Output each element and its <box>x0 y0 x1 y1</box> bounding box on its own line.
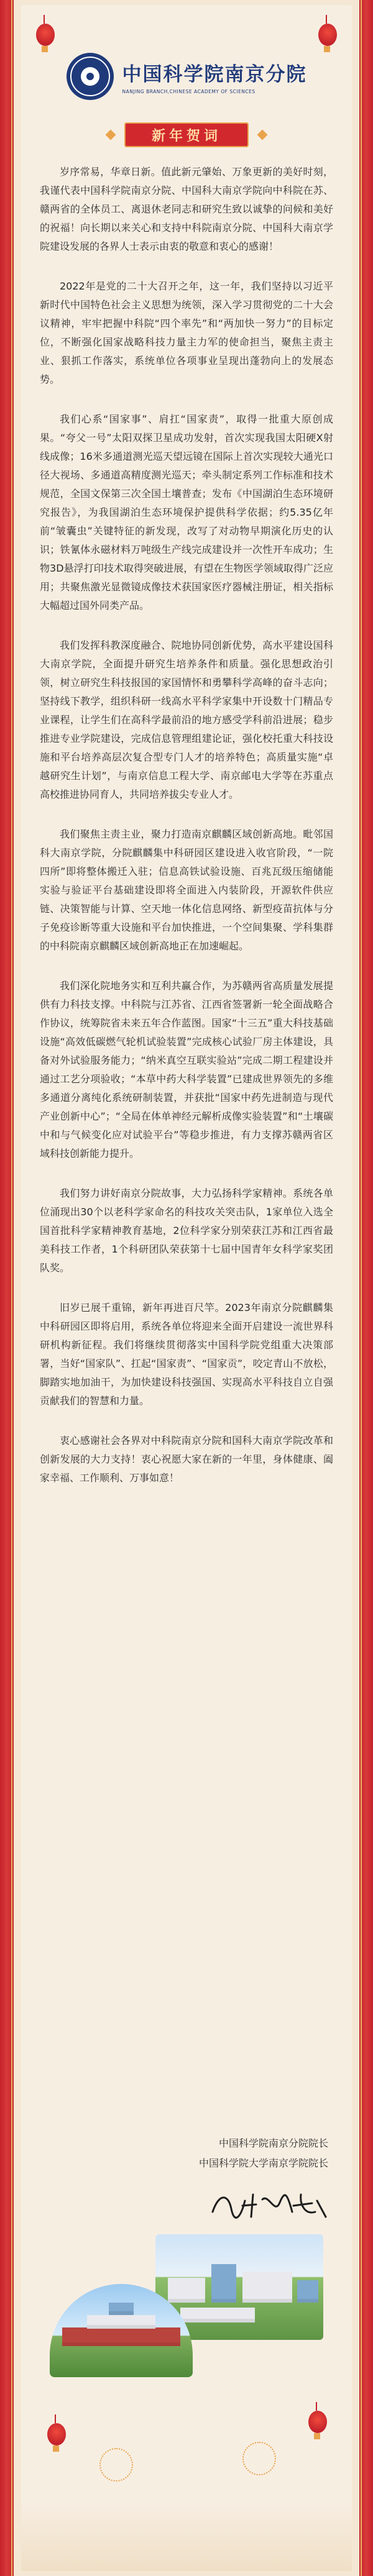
title-banner <box>21 122 352 148</box>
paragraph: 我们发挥科教深度融合、院地协同创新优势，高水平建设国科大南京学院，全面提升研究生培养条件和质量。强化思想政治引领，树立研究生科技报国的家国情怀和勇攀科学高峰的奋斗志向；坚持线下教学，组织科研一线高水平科学家集中开设数十门精品专业课程，让学生们在高科学最前沿的地方感受学科前沿进展；稳步推进专业学院建设，完成信息管理组建论证，强化校托重大科技设施和平台培养高层次复合型专门人才的培养特色；高质量实施“卓越研究生计划”，与南京信息工程大学、南京邮电大学等在苏重点高校推进协同育人，共同培养拔尖专业人才。 <box>40 639 333 800</box>
diamond-icon <box>106 130 116 140</box>
paragraph: 岁序常易，华章日新。值此新元肇始、万象更新的美好时刻，我谨代表中国科学院南京分院、中国科大南京学院向中科院在苏、赣两省的全体员工、离退休老同志和研究生致以诚挚的问候和美好的祝福！向长期以来关心和支持中科院南京分院、中国科大南京学院建设发展的各界人士表示由衷的敬意和衷心的感谢！ <box>40 166 333 252</box>
signature-block <box>199 2134 328 2173</box>
paragraph: 旧岁已展千重锦，新年再进百尺竿。2023年南京分院麒麟集中科研园区即将启用，系统各单位将迎来全面开启建设一流世界科研机构新征程。我们将继续贯彻落实中国科学院党组重大决策部署，当好“国家队”、扛起“国家责”、“国家贡”，咬定青山不放松，脚踏实地加油干，为加快建设科技强国、实现高水平科技自立自强贡献我们的智慧和力量。 <box>40 1302 333 1407</box>
left-red-border <box>0 0 14 2576</box>
header <box>21 48 352 104</box>
paragraph: 2022年是党的二十大召开之年，这一年，我们坚持以习近平新时代中国特色社会主义思想为统领，深入学习贯彻党的二十大会议精神，牢牢把握中科院“四个率先”和“两加快一努力”的目标定位，不断强化国家战略科技力量主力军的使命担当，聚焦主责主业、狠抓工作落实，系统单位各项事业呈现出蓬勃向上的发展态势。 <box>40 280 333 385</box>
signature-title-1: 中国科学院南京分院院长 <box>218 2137 328 2149</box>
org-name-cn: 中国科学院南京分院 <box>122 63 307 86</box>
lantern-icon <box>318 24 337 46</box>
paragraph: 我们努力讲好南京分院故事，大力弘扬科学家精神。系统各单位涌现出30个以老科学家命名的科技攻关突击队，1家单位入选全国首批科学家精神教育基地，2位科学家分别荣获江苏和江西省最美科技工作者，1个科研团队荣获第十七届中国青年女科学家奖团队奖。 <box>40 1187 333 1274</box>
org-name <box>122 58 307 94</box>
bottom-cloud-decoration <box>21 2503 352 2571</box>
paragraph: 我们聚焦主责主业，聚力打造南京麒麟区域创新高地。毗邻国科大南京学院，分院麒麟集中科研园区建设进入收官阶段，“一院四所”即将整体搬迁入驻；信息高铁试验设施、百兆瓦级压缩储能实验与验证平台基础建设即将全面进入内装阶段，开源软件供应链、决策智能与计算、空天地一体化信息网络、新型疫苗抗体与分子免疫诊断等重大设施和平台加快推进，一个空间集聚、学科集群的中科院南京麒麟区域创新高地正在加速崛起。 <box>40 828 333 952</box>
campus-photos <box>50 2234 323 2377</box>
lantern-icon <box>36 24 55 46</box>
paragraph: 我们心系“国家事”、肩扛“国家责”，取得一批重大原创成果。“夸父一号”太阳双探卫星成功发射，首次实现我国太阳硬X射线成像；16米多通道测光巡天望远镜在国际上首次实现较大通光口径大视场、多通道高精度测光巡天；牵头制定系列工作标准和技术规范，全国文保第三次全国土壤普查；发布《中国湖泊生态环境研究报告》，为我国湖泊生态环境保护提供科学依据；约5.35亿年前“皱囊虫”关键特征的新发现，改写了对动物早期演化历史的认识；铁氰体永磁材料万吨级生产线完成建设并一次性开车成功；生物3D悬浮打印技术取得突破进展，有望在生物医学领域取得广泛应用；共聚焦激光显微镜成像技术获国家医疗器械注册证，相关指标大幅超过国外同类产品。 <box>40 413 333 611</box>
letter-body <box>40 163 333 1509</box>
firework-icon <box>99 2448 133 2482</box>
diamond-icon <box>257 130 268 140</box>
paragraph: 我们深化院地务实和互利共赢合作，为苏赣两省高质量发展提供有力科技支撑。中科院与江苏省、江西省签署新一轮全面战略合作协议，统筹院省未来五年合作蓝图。国家“十三五”重大科技基础设施“高效低碳燃气轮机试验装置”完成核心试验厂房主体建设，具备对外试验服务能力；“纳米真空互联实验站”完成二期工程建设并通过工艺分项验收；“本草中药大科学装置”已建成世界领先的多维多通道分离纯化系统研制装置，并获批“国家中药先进制造与现代产业创新中心”；“全局在体单神经元解析成像实验装置”和“土壤碳中和与气候变化应对试验平台”等稳步推进，有力支撑苏赣两省区域科技创新能力提升。 <box>40 980 333 1159</box>
handwritten-signature <box>206 2187 331 2224</box>
paragraph: 衷心感谢社会各界对中科院南京分院和国科大南京学院改革和创新发展的大力支持！衷心祝愿大家在新的一年里，身体健康、阖家幸福、工作顺利、万事如意！ <box>40 1435 333 1484</box>
page-title: 新年贺词 <box>124 122 249 147</box>
lantern-icon <box>47 2423 66 2446</box>
lantern-icon <box>308 2411 327 2433</box>
firework-icon <box>242 2442 276 2475</box>
signature-title-2: 中国科学院大学南京学院院长 <box>198 2157 328 2169</box>
org-name-en: NANJING BRANCH,CHINESE ACADEMY OF SCIENCES <box>122 89 256 94</box>
right-red-border <box>359 0 373 2576</box>
cas-logo-icon <box>67 53 114 100</box>
